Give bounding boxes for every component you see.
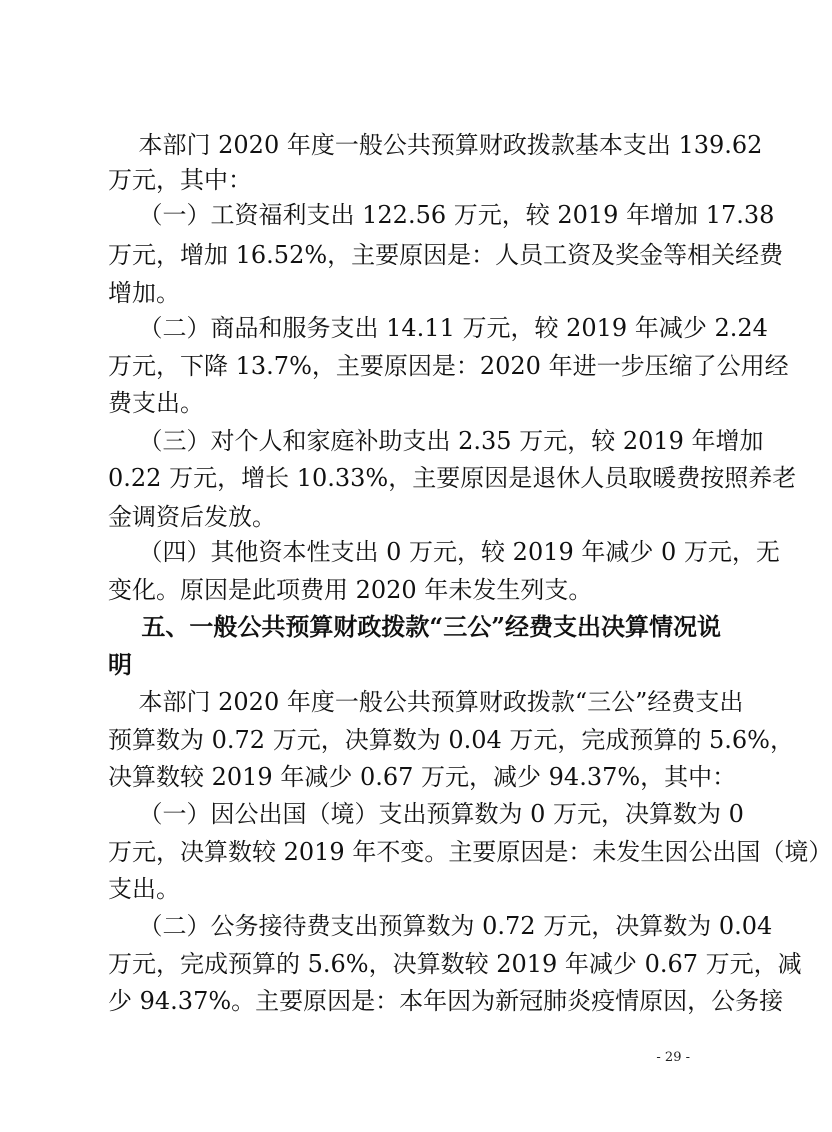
body-text-line: 变化。原因是此项费用 2020 年未发生列支。	[108, 576, 593, 604]
page-number: - 29 -	[656, 1050, 690, 1065]
body-text-line: 少 94.37%。主要原因是：本年因为新冠肺炎疫情原因，公务接	[108, 987, 784, 1015]
body-text-line: （一）因公出国（境）支出预算数为 0 万元，决算数为 0	[108, 800, 744, 828]
body-text-line: 万元，下降 13.7%，主要原因是：2020 年进一步压缩了公用经	[108, 352, 789, 380]
body-text-line: 0.22 万元，增长 10.33%，主要原因是退休人员取暖费按照养老	[108, 464, 797, 492]
body-text-line: 万元，完成预算的 5.6%，决算数较 2019 年减少 0.67 万元，减	[108, 950, 802, 978]
body-text-line: （二）商品和服务支出 14.11 万元，较 2019 年减少 2.24	[108, 314, 768, 342]
body-text-line: 支出。	[108, 875, 180, 903]
body-text-line: （二）公务接待费支出预算数为 0.72 万元，决算数为 0.04	[108, 912, 773, 940]
body-text-line: 预算数为 0.72 万元，决算数为 0.04 万元，完成预算的 5.6%，	[108, 726, 794, 754]
body-text-line: 金调资后发放。	[108, 503, 276, 531]
body-text-line: 决算数较 2019 年减少 0.67 万元，减少 94.37%，其中：	[108, 763, 737, 791]
body-text-line: 万元，增加 16.52%，主要原因是：人员工资及奖金等相关经费	[108, 241, 784, 269]
body-text-line: 本部门 2020 年度一般公共预算财政拨款基本支出 139.62	[108, 131, 763, 159]
section-heading-line: 五、一般公共预算财政拨款“三公”经费支出决算情况说	[108, 612, 722, 641]
section-heading-line: 明	[108, 650, 132, 679]
body-text-line: （三）对个人和家庭补助支出 2.35 万元，较 2019 年增加	[108, 427, 764, 455]
body-text-line: （四）其他资本性支出 0 万元，较 2019 年减少 0 万元，无	[108, 538, 780, 566]
body-text-line: 费支出。	[108, 389, 204, 417]
body-text-line: （一）工资福利支出 122.56 万元，较 2019 年增加 17.38	[108, 201, 775, 229]
body-text-line: 本部门 2020 年度一般公共预算财政拨款“三公”经费支出	[108, 688, 744, 716]
body-text-line: 万元，其中：	[108, 166, 252, 194]
body-text-line: 万元，决算数较 2019 年不变。主要原因是：未发生因公出国（境）	[108, 838, 832, 866]
body-text-line: 增加。	[108, 279, 180, 307]
